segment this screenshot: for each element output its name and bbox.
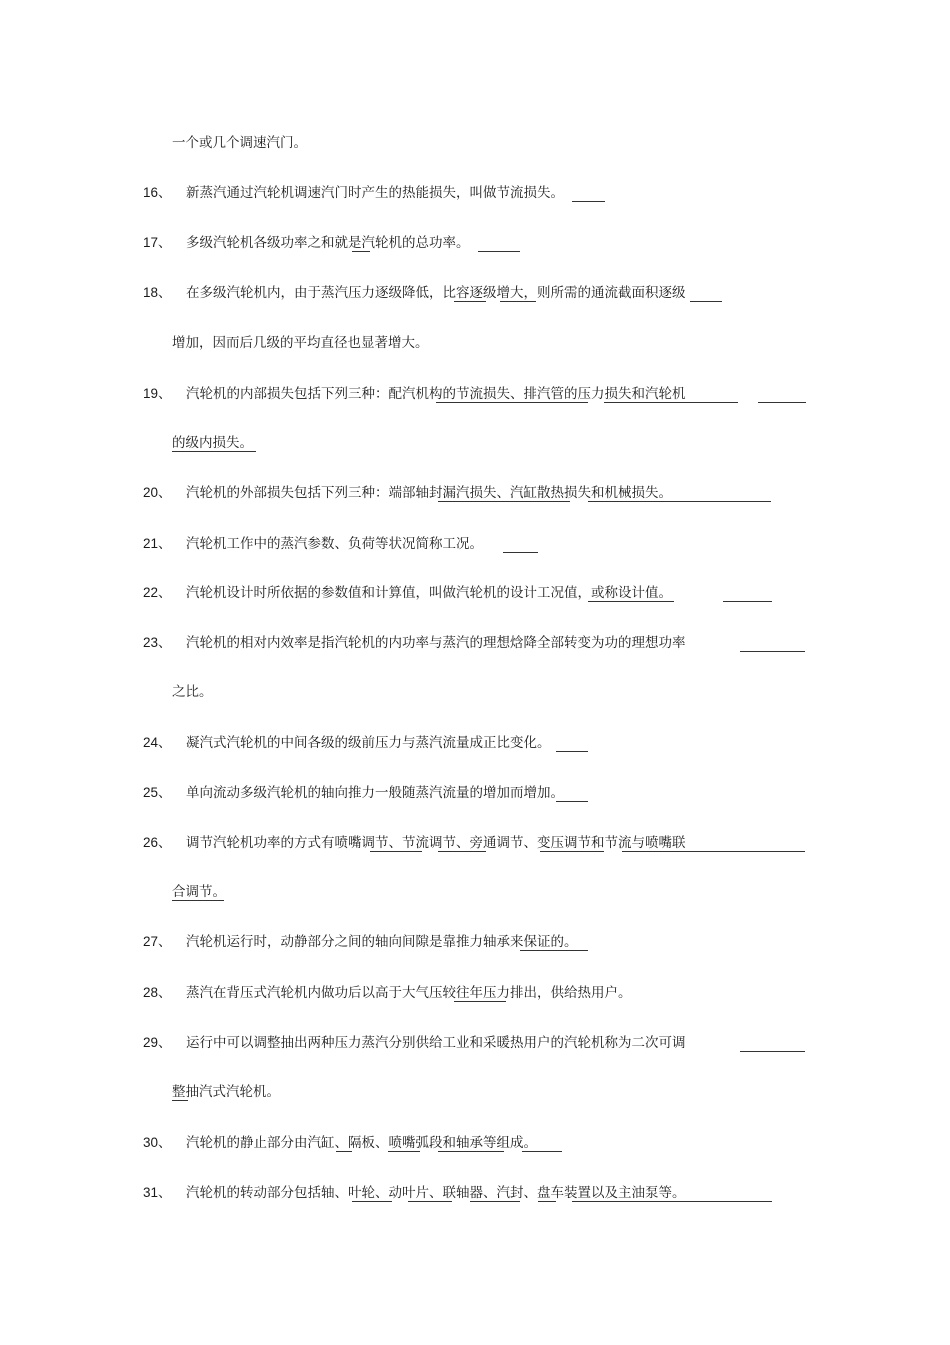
answer-underline <box>352 1201 392 1202</box>
text-line: 增加，因而后几级的平均直径也显著增大。 <box>172 335 429 351</box>
text-line: 单向流动多级汽轮机的轴向推力一般随蒸汽流量的增加而增加。 <box>186 785 564 801</box>
answer-underline <box>500 301 536 302</box>
item-number: 25、 <box>143 785 172 800</box>
text-line: 新蒸汽通过汽轮机调速汽门时产生的热能损失，叫做节流损失。 <box>186 185 564 201</box>
answer-underline <box>740 651 805 652</box>
answer-underline <box>556 751 588 752</box>
item-number: 26、 <box>143 835 172 850</box>
answer-underline <box>370 851 422 852</box>
answer-underline <box>172 451 256 452</box>
text-line: 调节汽轮机功率的方式有喷嘴调节、节流调节、旁通调节、变压调节和节流与喷嘴联 <box>186 835 686 851</box>
text-line: 汽轮机运行时，动静部分之间的轴向间隙是靠推力轴承来保证的。 <box>186 934 578 950</box>
answer-underline <box>438 851 486 852</box>
text-line: 运行中可以调整抽出两种压力蒸汽分别供给工业和采暖热用户的汽轮机称为二次可调 <box>186 1035 686 1051</box>
text-line: 汽轮机的转动部分包括轴、叶轮、动叶片、联轴器、汽封、盘车装置以及主油泵等。 <box>186 1185 686 1201</box>
answer-underline <box>436 402 588 403</box>
answer-underline <box>520 950 588 951</box>
item-number: 19、 <box>143 386 172 401</box>
text-line: 之比。 <box>172 684 213 700</box>
answer-underline <box>172 900 224 901</box>
text-line: 汽轮机的相对内效率是指汽轮机的内功率与蒸汽的理想焓降全部转变为功的理想功率 <box>186 635 686 651</box>
answer-underline <box>522 1151 562 1152</box>
text-line: 汽轮机的静止部分由汽缸、隔板、喷嘴弧段和轴承等组成。 <box>186 1135 537 1151</box>
text-line: 在多级汽轮机内，由于蒸汽压力逐级降低，比容逐级增大，则所需的通流截面积逐级 <box>186 285 686 301</box>
answer-underline <box>336 1151 352 1152</box>
text-line: 蒸汽在背压式汽轮机内做功后以高于大气压较往年压力排出，供给热用户。 <box>186 985 632 1001</box>
answer-underline <box>708 501 771 502</box>
answer-underline <box>478 251 520 252</box>
answer-underline <box>503 552 538 553</box>
text-line: 一个或几个调速汽门。 <box>172 135 307 151</box>
text-line: 汽轮机的外部损失包括下列三种：端部轴封漏汽损失、汽缸散热损失和机械损失。 <box>186 485 672 501</box>
item-number: 16、 <box>143 185 172 200</box>
answer-underline <box>604 402 738 403</box>
answer-underline <box>690 301 722 302</box>
item-number: 29、 <box>143 1035 172 1050</box>
text-line: 合调节。 <box>172 884 226 900</box>
item-number: 18、 <box>143 285 172 300</box>
answer-underline <box>352 251 370 252</box>
answer-underline <box>556 801 588 802</box>
answer-underline <box>408 1201 452 1202</box>
item-number: 30、 <box>143 1135 172 1150</box>
answer-underline <box>622 851 805 852</box>
item-number: 28、 <box>143 985 172 1000</box>
item-number: 31、 <box>143 1185 172 1200</box>
answer-underline <box>388 1151 420 1152</box>
answer-underline <box>588 501 708 502</box>
answer-underline <box>572 201 605 202</box>
answer-underline <box>438 501 570 502</box>
item-number: 21、 <box>143 536 172 551</box>
answer-underline <box>454 1001 506 1002</box>
text-line: 汽轮机工作中的蒸汽参数、负荷等状况简称工况。 <box>186 536 483 552</box>
text-line: 凝汽式汽轮机的中间各级的级前压力与蒸汽流量成正比变化。 <box>186 735 551 751</box>
text-line: 整抽汽式汽轮机。 <box>172 1084 280 1100</box>
text-line: 的级内损失。 <box>172 435 253 451</box>
item-number: 20、 <box>143 485 172 500</box>
answer-underline <box>588 601 674 602</box>
answer-underline <box>758 402 806 403</box>
answer-underline <box>740 1051 805 1052</box>
answer-underline <box>572 1201 772 1202</box>
item-number: 23、 <box>143 635 172 650</box>
text-line: 汽轮机设计时所依据的参数值和计算值，叫做汽轮机的设计工况值，或称设计值。 <box>186 585 672 601</box>
item-number: 24、 <box>143 735 172 750</box>
item-number: 17、 <box>143 235 172 250</box>
item-number: 22、 <box>143 585 172 600</box>
answer-underline <box>438 1151 504 1152</box>
answer-underline <box>172 1100 188 1101</box>
answer-underline <box>540 851 604 852</box>
answer-underline <box>538 1201 556 1202</box>
text-line: 汽轮机的内部损失包括下列三种：配汽机构的节流损失、排汽管的压力损失和汽轮机 <box>186 386 686 402</box>
text-line: 多级汽轮机各级功率之和就是汽轮机的总功率。 <box>186 235 470 251</box>
answer-underline <box>454 301 486 302</box>
item-number: 27、 <box>143 934 172 949</box>
answer-underline <box>470 1201 520 1202</box>
answer-underline <box>723 601 772 602</box>
